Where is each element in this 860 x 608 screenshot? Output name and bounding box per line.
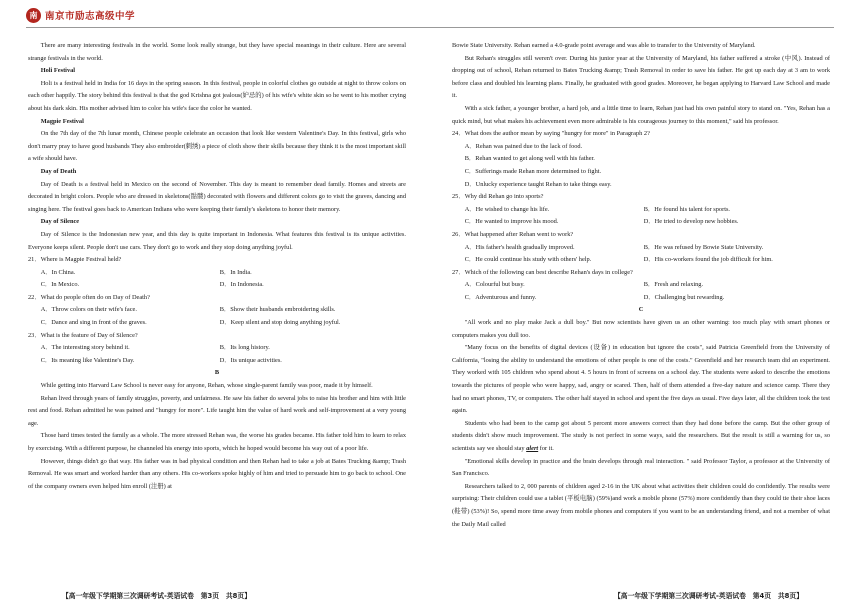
paragraph: Those hard times tested the family as a whole. The more stressed Rehan was, the worse his grades became. His father told him to learn to relax by exercising. With a different purpose, he channeled his energy into sports, which he hoped would become his way out of a poor life. — [28, 432, 406, 452]
paragraph: With a sick father, a younger brother, a hard job, and a little time to learn, Rehan just had his own painful story to stand on. "Yes, Rehan has a quick mind, but what makes his achievement even more admirable is his courageous journey to this moment," said his professor. — [452, 104, 830, 125]
paragraph: Researchers talked to 2, 000 parents of children aged 2-16 in the UK about what activities their children could do confidently. The results were surprising: Their children could use a tablet (平板电脑) (59%)and work a mobile phone (57%) more confidently than they could tie their shoe laces (鞋带) (53%)! So, spend more time away from mobile phones and computers if you want to be an understanding friend, and not a member of what the Daily Mail called — [452, 482, 830, 528]
question: 21．Where is Magpie Festival held? — [28, 256, 122, 264]
question: 23．What is the feature of Day of Silence? — [28, 331, 138, 339]
answer-option: A．The interesting story behind it. — [40, 344, 130, 352]
answer-option: A．His father's health gradually improved. — [464, 243, 575, 251]
question: 24．What does the author mean by saying "hungry for more" in Paragraph 2? — [452, 130, 650, 138]
paragraph: But Rehan's struggles still weren't over. During his junior year at the University of Maryland, his father suffered a stroke (中风). Instead of dropping out of school, Rehan returned to Bates Trucking &amp; Trash Removal in order to save his father. He got up each day at 3 am to work before class and doubled his learning plans. Finally, he graduated with good grades. Moreover, he began applying to Harvard Law School and made it. — [452, 54, 830, 100]
answer-option: D．Its unique activities. — [219, 356, 282, 364]
paragraph: However, things didn't go that way. His father was in bad physical condition and then Rehan had to take a job at Bates Trucking &amp; Trash Removal. He was smart and worked harder than any others. His co-workers spoke highly of him and tried to persuade him to go back to school. One of the company owners even helped him enroll (注册) at — [28, 457, 406, 490]
school-name: 南京市励志高级中学 — [45, 11, 136, 22]
answer-option: B．In India. — [219, 268, 252, 276]
page-footer-right: 【高一年级下学期第三次调研考试-英语试卷 第4页 共8页】 — [614, 592, 803, 600]
question: 22．What do people often do on Day of Death? — [28, 293, 150, 301]
question: 27．Which of the following can best describe Rehan's days in college? — [452, 268, 633, 276]
answer-option-row — [452, 216, 830, 229]
answer-option: B．Rehan wanted to get along well with his father. — [464, 155, 595, 163]
answer-option: A．Rehan was pained due to the lack of food. — [464, 142, 583, 150]
answer-option-row — [28, 304, 406, 317]
paragraph: Day of Death is a festival held in Mexico on the second of November. This day is meant to remember dead family. Homes and streets are decorated in bright colors. People who are dressed in skeletons(骷髅) decorated with flowers and different colors go to visit the graves, dancing and singing here. The festival goes back to American Indians who were keeping their family's skeletons to honor their memory. — [28, 180, 406, 213]
answer-option-row — [28, 355, 406, 368]
answer-option: D．In Indonesia. — [219, 281, 264, 289]
answer-option: B．Fresh and relaxing. — [643, 281, 704, 289]
paragraph: While getting into Harvard Law School is never easy for anyone, Rehan, whose single-parent family was poor, made it by himself. — [40, 382, 373, 390]
answer-option: D．He tried to develop new hobbies. — [643, 218, 739, 226]
festival-subheading: Day of Silence — [40, 218, 80, 226]
answer-option-row — [452, 204, 830, 217]
answer-option: A．Colourful but busy. — [464, 281, 525, 289]
answer-option: A．In China. — [40, 268, 76, 276]
page-header — [26, 4, 135, 26]
paragraph-text: for it. — [538, 445, 554, 452]
answer-option: A．Throw colors on their wife's face. — [40, 306, 137, 314]
paragraph: Day of Silence is the Indonesian new year, and this day is quite important in Indonesia. What features this festival is its unique activities. Everyone keeps silent. People don't use cars. They don't go to work and they stop doing anything joyful. — [28, 230, 406, 251]
paragraph: Bowie State University. Rehan earned a 4.0-grade point average and was able to transfer to the University of Maryland. — [452, 42, 756, 49]
question: 26．What happened after Rehan went to work? — [452, 230, 574, 238]
answer-option-row — [28, 342, 406, 355]
left-page-column — [28, 40, 406, 578]
festival-subheading: Magpie Festival — [40, 117, 84, 125]
paragraph: There are many interesting festivals in the world. Some look really strange, but they have special meanings in their culture. Here are several strange festivals in the world. — [28, 42, 406, 62]
answer-option: C．Adventurous and funny. — [464, 293, 537, 301]
answer-option: C．Its meaning like Valentine's Day. — [40, 356, 135, 364]
answer-option-row — [452, 292, 830, 305]
festival-subheading: Day of Death — [40, 167, 77, 175]
paragraph: "Many focus on the benefits of digital devices (设备) in education but ignore the costs", said Patricia Greenfield from the University of California, "losing the ability to understand the emotions of other people is one of the costs." Greenfield and her research team did an experiment. They worked with 105 children who spend about 4. 5 hours in front of screens on a school day. The students were asked to describe the emotions towards the pictures of people who were happy, sad, angry or scared. Then, half of them attended a five-day nature and science camp. There they had no smart phones, TV, or computers. The other half stayed in school and spent the five days as usual. Five days later, all the children took the test again. — [452, 344, 830, 415]
answer-option-row — [28, 317, 406, 330]
answer-option: D．Challenging but rewarding. — [643, 293, 725, 301]
header-divider — [26, 27, 834, 28]
underlined-word: alert — [526, 445, 539, 452]
question: 25．Why did Rehan go into sports? — [452, 193, 544, 201]
answer-option: C．He could continue his study with others' help. — [464, 256, 592, 264]
answer-option-row — [28, 267, 406, 280]
answer-option-row — [28, 279, 406, 292]
section-letter: B — [214, 369, 220, 377]
answer-option: B．Its long history. — [219, 344, 270, 352]
answer-option-row — [452, 279, 830, 292]
answer-option: C．Dance and sing in front of the graves. — [40, 319, 147, 327]
festival-subheading: Holi Festival — [40, 67, 76, 75]
section-letter: C — [638, 306, 644, 314]
paragraph-text: Students who had been to the camp got about 5 percent more answers correct than they had done before the camp. But the other group of students didn't show much improvement. The study is not perfect in some ways, said the researchers. But the result is still a warning for us, so scientists say we should stay — [452, 419, 830, 452]
paragraph: Rehan lived through years of family struggles, poverty, and unfairness. He saw his father do several jobs to raise his brother and him with little rest and food. Rehan admitted he was pained and "hungry for more". Life taught him the value of hard work and self-improvement at a very young age. — [28, 394, 406, 427]
page-footer-left: 【高一年级下学期第三次调研考试-英语试卷 第3页 共8页】 — [62, 592, 251, 600]
paragraph: Holi is a festival held in India for 16 days in the spring season. In this festival, people in colorful clothes go outside at night to throw colors on each other happily. The story behind this festival is that the god Krishna got jealous(妒忌的) of his wife's white skin so he went to his mother crying about his dark skin. His mother advised him to color his wife's face the color he wanted. — [28, 79, 406, 112]
paragraph: On the 7th day of the 7th lunar month, Chinese people celebrate an occasion that look like western Valentine's Day. In this festival, girls who don't marry pray to have good husbands They also embroider(刺绣) a piece of cloth show their skills because they think it is the most important skill a wife should have. — [28, 130, 406, 163]
paragraph — [452, 418, 830, 456]
answer-option: A．He wished to change his life. — [464, 205, 550, 213]
answer-option: C．In Mexico. — [40, 281, 80, 289]
paragraph: "All work and no play make Jack a dull boy." But now scientists have given us an other warning: too much play with smart phones or computers makes you dull too. — [452, 319, 830, 339]
answer-option: D．His co-workers found the job difficult for him. — [643, 256, 773, 264]
answer-option: D．Unlucky experience taught Rehan to take things easy. — [464, 180, 612, 188]
answer-option: B．He found his talent for sports. — [643, 205, 731, 213]
answer-option: C．He wanted to improve his mood. — [464, 218, 559, 226]
paragraph: "Emotional skills develop in practice and the brain develops through real interaction. " said Professor Taylor, a professor at the University of San Francisco. — [452, 457, 830, 478]
answer-option-row — [452, 242, 830, 255]
school-logo-icon: 南 — [26, 8, 41, 23]
answer-option: C．Sufferings made Rehan more determined to fight. — [464, 167, 602, 175]
right-page-column — [452, 40, 830, 578]
answer-option-row — [452, 254, 830, 267]
answer-option: B．Show their husbands embroidering skills. — [219, 306, 336, 314]
answer-option: D．Keep silent and stop doing anything joyful. — [219, 319, 341, 327]
answer-option: B．He was refused by Bowie State University. — [643, 243, 764, 251]
